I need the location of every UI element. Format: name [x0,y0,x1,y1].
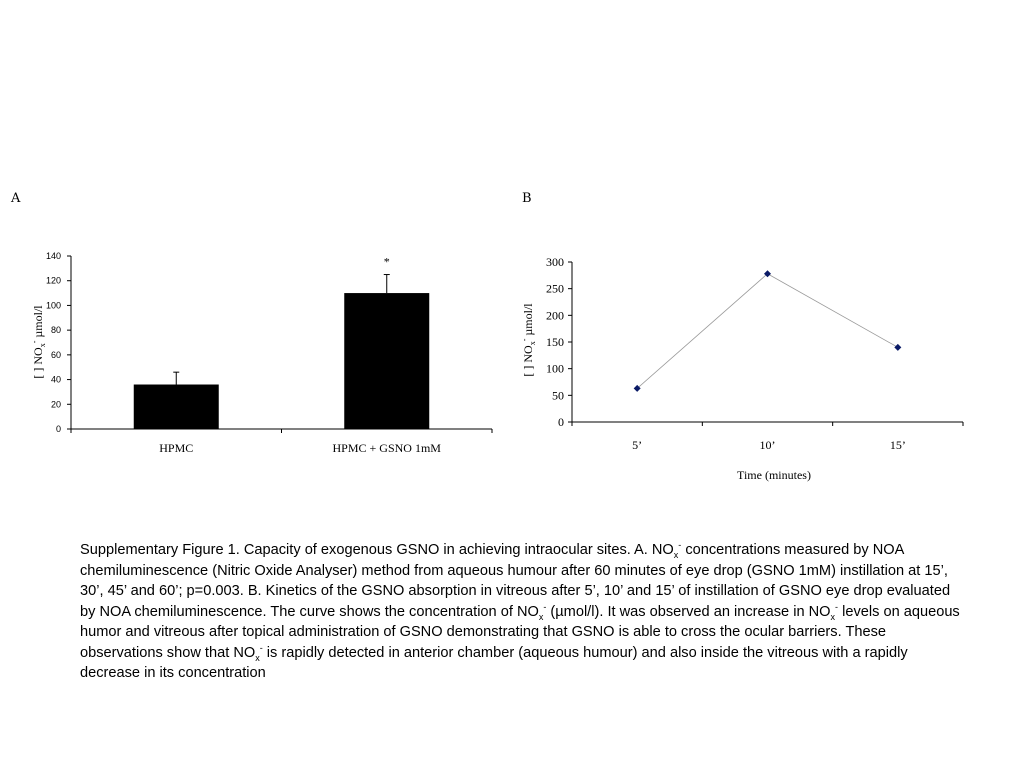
x-tick-label-b: 5’ [632,438,643,452]
bar-1 [134,385,219,429]
y-tick-label-a: 80 [50,325,61,336]
bar-2 [344,293,429,429]
panel-label-b: B [522,191,532,206]
y-tick-label-b: 250 [546,281,564,296]
y-tick-label-a: 140 [45,251,61,261]
y-tick-label-a: 120 [45,275,61,286]
figure-caption: Supplementary Figure 1. Capacity of exogenous GSNO in achieving intraocular sites. A. $NO_x^-$ concentrations measured by NOA chemiluminescence (Nitric Oxide Analyser) method from aqueous humour after 60 minutes of eye drop (GSNO 1mM) instillation at 15’, 30’, 45’ and 60’; p=0.003. B. Kinetics of the GSNO absorption in vitreous after 5’, 10’ and 15’ of instillation of GSNO eye drop evaluated by NOA chemiluminescence. The curve shows the concentration of $NO_x^-$ (µmol/l). It was observed an increase in $NO_x^-$ levels on aqueous humor and vitreous after topical administration of GSNO demonstrating that GSNO is able to cross the ocular barriers. These observations show that $NO_x^-$ is rapidly detected in anterior chamber (aqueous humour) and also inside the vitreous with a rapidly decrease in its concentration [80,540,960,681]
y-tick-label-a: 60 [50,349,61,360]
x-tick-label-b: 15’ [889,438,906,452]
x-tick-label-b: 10’ [759,438,776,452]
y-tick-label-a: 0 [55,424,61,434]
y-axis-label-a: [ ] $NO_x^-$ µmol/l [30,305,47,379]
y-tick-label-b: 50 [552,388,564,403]
panel-label-a: A [11,191,21,206]
y-tick-label-b: 300 [546,255,564,269]
y-tick-label-b: 150 [546,335,564,349]
y-tick-label-b: 200 [546,308,564,323]
x-tick-label-a: HPMC + GSNO 1mM [332,441,441,455]
y-axis-label-b: [ ] $NO_x^-$ µmol/l [520,303,537,377]
significance-marker: * [383,254,390,269]
x-axis-label-b: Time (minutes) [737,468,811,482]
y-tick-label-a: 100 [45,300,61,311]
x-tick-label-a: HPMC [159,441,194,455]
y-tick-label-a: 20 [50,399,61,410]
y-tick-label-b: 0 [558,415,564,429]
y-tick-label-b: 100 [546,361,564,376]
y-tick-label-a: 40 [50,374,61,385]
